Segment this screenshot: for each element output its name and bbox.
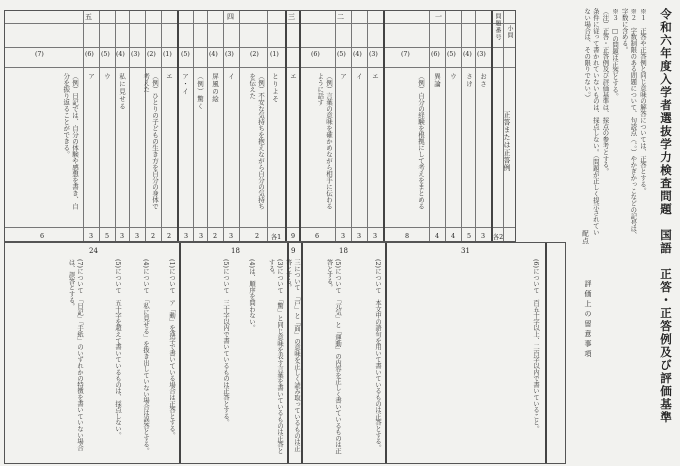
row-divider bbox=[5, 47, 515, 48]
eval-note: (5)について 「元気」と「運動」の内容を正しく書いているものは正答とする。 bbox=[325, 259, 341, 454]
answer-3-marks: エ bbox=[289, 73, 297, 81]
section-5-label: 五 bbox=[85, 13, 92, 21]
sub-q-label: (3) bbox=[477, 51, 486, 58]
col-line bbox=[223, 11, 224, 241]
points-cell: 3 bbox=[183, 232, 189, 240]
points-cell: 4 bbox=[434, 232, 440, 240]
note-1: ※１ 正答や正答例と同じ意味の解答については、正答とする。 bbox=[639, 8, 647, 194]
points-cell: 3 bbox=[480, 232, 486, 240]
points-cell: 3 bbox=[228, 232, 234, 240]
col-line bbox=[239, 11, 240, 241]
points-cell: 2 bbox=[254, 232, 260, 240]
answer-1-2: さけ bbox=[465, 73, 473, 88]
col-line bbox=[193, 11, 194, 241]
col-line bbox=[351, 11, 352, 241]
answer-4-1: （例）不安な気持ちを抱えながら自分の気持ちを伝えた bbox=[248, 73, 265, 210]
sub-q-label: (1) bbox=[163, 51, 172, 58]
section-divider bbox=[179, 243, 181, 463]
answer-5-3: （例）ひとりの子どもの生き方を自分の身体で考えた bbox=[142, 73, 159, 210]
answer-5-4: 私に見せる bbox=[118, 73, 126, 111]
points-cell: 3 bbox=[119, 232, 125, 240]
note-3: ※３ □の問題は正答とする。 bbox=[611, 8, 620, 100]
col-line bbox=[367, 11, 368, 241]
col-line bbox=[99, 11, 100, 241]
eval-note: (7)について 「日記」「手紙」のいずれかの特徴を書いていない場合は、誤答とする。 bbox=[67, 259, 83, 451]
sub-q-label: (4) bbox=[463, 51, 472, 58]
sub-q-label: (4) bbox=[209, 51, 218, 58]
section-4-total: 18 bbox=[231, 247, 240, 255]
points-cell: 3 bbox=[134, 232, 140, 240]
row-divider bbox=[5, 67, 515, 68]
points-cell: 5 bbox=[104, 232, 110, 240]
sub-q-label: (2) bbox=[250, 51, 259, 58]
points-cell: 各1 bbox=[270, 233, 282, 241]
answer-5-6: ア bbox=[87, 73, 95, 81]
col-line bbox=[267, 11, 268, 241]
sub-q-label: (6) bbox=[85, 51, 94, 58]
sub-q-label: (7) bbox=[401, 51, 410, 58]
section-divider bbox=[177, 11, 179, 241]
sub-q-label: (3) bbox=[131, 51, 140, 58]
col-line bbox=[461, 11, 462, 241]
general-notes bbox=[524, 8, 648, 240]
answer-1-1: おさ bbox=[479, 73, 487, 88]
points-cell: 5 bbox=[466, 232, 472, 240]
eval-note: (5)について 五十字を超えて書いているものは、採点しない。 bbox=[114, 259, 121, 439]
points-cell: 2 bbox=[166, 232, 172, 240]
answer-4-3: 屏風の絵 bbox=[211, 73, 219, 103]
answer-1-7: （例）自分の経験を根拠にして考えをまとめる bbox=[417, 73, 425, 210]
answer-4-2: イ bbox=[227, 73, 235, 81]
note-4: （注）正答・正答例及び評価基準は、採点の参考とする。 bbox=[601, 8, 610, 175]
points-cell: 8 bbox=[404, 232, 410, 240]
answer-1-6: 異論 bbox=[433, 73, 441, 88]
section-divider bbox=[299, 11, 301, 241]
section-divider bbox=[545, 243, 547, 463]
evaluation-notes bbox=[4, 242, 566, 464]
section-divider bbox=[385, 243, 387, 463]
points-cell: 3 bbox=[372, 232, 378, 240]
section-1-label: 一 bbox=[435, 13, 442, 21]
mini-question-header: 小問 bbox=[506, 25, 513, 39]
col-line bbox=[115, 11, 116, 241]
eval-note: (2)について 本文中の語句を用いて書いているものは正答とする。 bbox=[374, 259, 381, 451]
answer-4-5: ア・イ bbox=[181, 73, 189, 96]
answer-1-5: ウ bbox=[449, 73, 457, 81]
points-cell: 6 bbox=[39, 232, 45, 240]
answer-5-5: ウ bbox=[103, 73, 111, 81]
sub-q-label: (6) bbox=[311, 51, 320, 58]
section-1-total: 31 bbox=[461, 247, 470, 255]
section-5-total: 24 bbox=[89, 247, 98, 255]
sub-q-label: (5) bbox=[101, 51, 110, 58]
sub-q-label: (6) bbox=[431, 51, 440, 58]
sub-q-label: (5) bbox=[181, 51, 190, 58]
section-3-label: 三 bbox=[288, 13, 295, 21]
answer-3: とりよそ bbox=[271, 73, 279, 103]
eval-note: (6)について 百五十字以上、二百字以内で書いていること。 bbox=[532, 259, 539, 432]
sub-q-label: (1) bbox=[270, 51, 279, 58]
answer-4-4: （例）驚く bbox=[196, 73, 204, 111]
col-line bbox=[445, 11, 446, 241]
points-cell: 6 bbox=[314, 232, 320, 240]
eval-note: 三について 「戸」と「面」の意味を正しく読み取っているものは正答とする。 bbox=[284, 259, 300, 452]
sub-q-label: (5) bbox=[337, 51, 346, 58]
col-line bbox=[83, 11, 84, 241]
eval-note: (4)について 「私に見せる」を抜き出していない場合は誤答とする。 bbox=[142, 259, 149, 454]
col-line bbox=[161, 11, 162, 241]
eval-note: (1)について ア「動」を漢字で書いている場合は正答とする。 bbox=[168, 259, 175, 439]
sub-q-label: (7) bbox=[35, 51, 44, 58]
answer-2-6: （例）言葉の意味を確かめながら相手に伝わるように話す bbox=[316, 73, 333, 210]
points-cell: 3 bbox=[88, 232, 94, 240]
row-divider bbox=[5, 227, 515, 228]
points-cell: 4 bbox=[450, 232, 456, 240]
col-line bbox=[335, 11, 336, 241]
points-header: 配点 bbox=[581, 230, 589, 245]
points-cell: 3 bbox=[198, 232, 204, 240]
row-divider bbox=[5, 23, 515, 24]
answer-5-7: （例）日記では、自分の体験や感想を書き、自分を振り返ることができる。 bbox=[62, 73, 79, 210]
note-5: 条件に従って書かれていないものは、採点しない。（問題が正しく提示されていない場合は、その限りでない。） bbox=[583, 8, 600, 236]
evaluation-header: 評価上の留意事項 bbox=[584, 280, 592, 360]
eval-note: (4)は、順序を問わない。 bbox=[248, 259, 255, 331]
eval-note: (5)について 三十字以内で書いているものは正答とする。 bbox=[222, 259, 229, 426]
section-divider bbox=[301, 243, 303, 463]
points-cell: 2 bbox=[212, 232, 218, 240]
sub-q-label: (4) bbox=[116, 51, 125, 58]
points-cell: 3 bbox=[356, 232, 362, 240]
col-line bbox=[475, 11, 476, 241]
col-line bbox=[429, 11, 430, 241]
answer-2-3: エ bbox=[371, 73, 379, 81]
section-2-total: 18 bbox=[339, 247, 348, 255]
sub-q-label: (2) bbox=[147, 51, 156, 58]
section-divider bbox=[491, 11, 493, 241]
col-line bbox=[207, 11, 208, 241]
sub-q-label: (5) bbox=[447, 51, 456, 58]
section-4-label: 四 bbox=[227, 13, 234, 21]
points-cell: 2 bbox=[150, 232, 156, 240]
section-divider bbox=[383, 11, 385, 241]
section-3-total: 9 bbox=[291, 247, 296, 255]
section-divider bbox=[285, 11, 287, 241]
sub-q-label: (3) bbox=[369, 51, 378, 58]
note-2: ※２ 字数制限のある問題について、句読点（、。）やかぎかっこなどの記号は、字数に含める。 bbox=[620, 8, 638, 239]
question-number-header: 問題番号 bbox=[494, 13, 501, 41]
answer-header: 正答または正答例 bbox=[502, 111, 510, 172]
answer-5-2: エ bbox=[165, 73, 173, 81]
answer-2-4: イ bbox=[355, 73, 363, 81]
col-line bbox=[129, 11, 130, 241]
points-cell: 各2 bbox=[492, 233, 504, 241]
sub-q-label: (3) bbox=[225, 51, 234, 58]
eval-note: (3)について 「驚」と同じ意味を表す言葉を書いているものは正答とする。 bbox=[267, 259, 283, 454]
points-cell: 3 bbox=[340, 232, 346, 240]
points-cell: 9 bbox=[290, 232, 296, 240]
section-2-label: 二 bbox=[337, 13, 344, 21]
sub-q-label: (4) bbox=[353, 51, 362, 58]
page-title: 令和六年度入学者選抜学力検査問題 国語 正答・正答例及び評価基準 bbox=[659, 8, 673, 424]
answer-table bbox=[4, 10, 516, 242]
answer-2-5: ア bbox=[339, 73, 347, 81]
